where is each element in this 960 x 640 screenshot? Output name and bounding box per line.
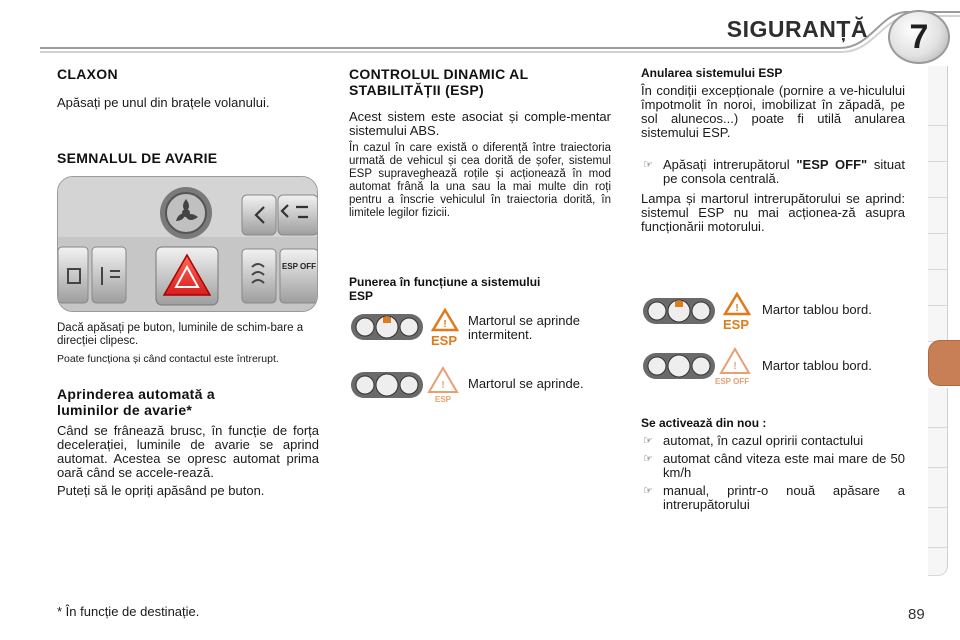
reactivation-item: ☞ manual, printr-o nouă apăsare a intrerupătorului [643,483,905,512]
chapter-tab[interactable] [928,306,948,342]
dashboard-esp-off-icon [641,345,761,389]
chapter-tab[interactable] [928,126,948,162]
esp-small-label: ESP [435,395,452,404]
column-right [641,66,905,234]
martor-text-2: Martor tablou bord. [762,358,872,373]
esp-off-instruction: ☞ Apăsați intrerupătorul "ESP OFF" situat pe consola centrală. [643,157,905,186]
chapter-tab[interactable] [928,428,948,468]
esp-heading-2: STABILITĂȚII (ESP) [349,82,485,98]
avarie-heading-wrap [57,150,319,166]
footnote: * În funcție de destinație. [57,604,200,619]
panel-esp-off-label: ESP OFF [281,262,317,271]
avarie-caption: Dacă apăsați pe buton, luminile de schim-bare a direcției clipesc. [57,322,304,347]
reactivation-item: ☞ automat când viteza este mai mare de 50 km/h [643,451,905,480]
reactivation-heading: Se activează din nou : [641,416,767,430]
chapter-tab[interactable] [928,198,948,234]
page-number: 89 [908,606,925,623]
esp-intro: Acest sistem este asociat și comple-mentar sistemului ABS. [349,109,611,138]
svg-text:!: ! [733,361,737,372]
esp-description: În cazul în care există o diferență între traiectoria urmată de vehicul și cea dorită de șofer, sistemul ESP supraveghează roțile și acționează în mod automat frână la una sau la mai multe din roți pentru a înscrie vehiculul în traiectoria dorită, în limitele legilor fizicii. [349,142,611,219]
chapter-number-badge: 7 [888,10,950,64]
anulare-heading: Anularea sistemului ESP [641,66,783,80]
esp-on-text: Martorul se aprinde. [468,376,584,391]
dashboard-esp-on-icon [349,364,464,408]
auto-hazard-text2: Puteți să le opriți apăsând pe buton. [57,483,265,498]
claxon-text: Apăsați pe unul din brațele volanului. [57,95,270,110]
hazard-switch-panel-image [57,176,318,312]
page-title: SIGURANȚĂ [726,16,868,42]
auto-hazard-heading-2: luminilor de avarie* [57,402,193,418]
chapter-tab[interactable] [928,270,948,306]
svg-text:!: ! [441,380,445,391]
esp-heading-1: CONTROLUL DINAMIC AL [349,66,529,82]
chapter-tab[interactable] [928,468,948,508]
reactivation-item: ☞ automat, în cazul opririi contactului [643,433,864,448]
chapter-tab[interactable] [928,66,948,126]
svg-text:!: ! [443,319,447,330]
pointing-hand-icon: ☞ [643,435,653,447]
auto-hazard-heading-1: Aprinderea automată a [57,386,216,402]
punerea-heading-wrap [349,275,611,303]
auto-hazard-text: Când se frânează brusc, în funcție de forța decelerației, luminile de avarie se aprind automat. Acestea se opresc automat prima oară când se accele-rează. [57,423,319,480]
chapter-tab-active[interactable] [928,340,960,386]
esp-off-small-label: ESP OFF [715,377,750,386]
claxon-heading: CLAXON [57,66,118,82]
dashboard-esp-lamp-icon [641,290,756,334]
punerea-heading-2: ESP [349,289,374,303]
chapter-tab[interactable] [928,548,948,576]
column-middle [349,66,611,220]
chapter-tab[interactable] [928,162,948,198]
pointing-hand-icon: ☞ [643,453,653,465]
pointing-hand-icon: ☞ [643,485,653,497]
esp-warning-label: ESP [723,317,750,332]
esp-warning-label: ESP [431,333,458,348]
esp-blink-text: Martorul se aprinde intermitent. [468,313,580,342]
avarie-heading: SEMNALUL DE AVARIE [57,150,218,166]
anulare-text: În condiții excepționale (pornire a ve-hiculului împotmolit în noroi, imobilizat în zăpadă, pe sol alunecos...) poate fi utilă anularea sistemului ESP. [641,83,905,140]
chapter-tab[interactable] [928,234,948,270]
chapter-tab[interactable] [928,508,948,548]
hazard-panel-illustration [58,177,318,312]
page-header [0,0,960,58]
svg-text:!: ! [735,303,739,314]
chapter-tabs [928,66,948,576]
lampa-text: Lampa și martorul intrerupătorului se aprind: sistemul ESP nu mai acționea-ză asupra funcționării motorului. [641,191,905,234]
auto-hazard-section [57,386,319,498]
avarie-note: Poate funcționa și când contactul este întrerupt. [57,353,279,365]
reactivation-section [641,416,905,512]
avarie-caption-wrap [57,322,319,365]
chapter-tab[interactable] [928,388,948,428]
martor-text-1: Martor tablou bord. [762,302,872,317]
column-left [57,66,319,110]
punerea-heading-1: Punerea în funcțiune a sistemului [349,275,541,289]
pointing-hand-icon: ☞ [643,159,653,171]
dashboard-esp-blinking-icon [349,306,464,350]
